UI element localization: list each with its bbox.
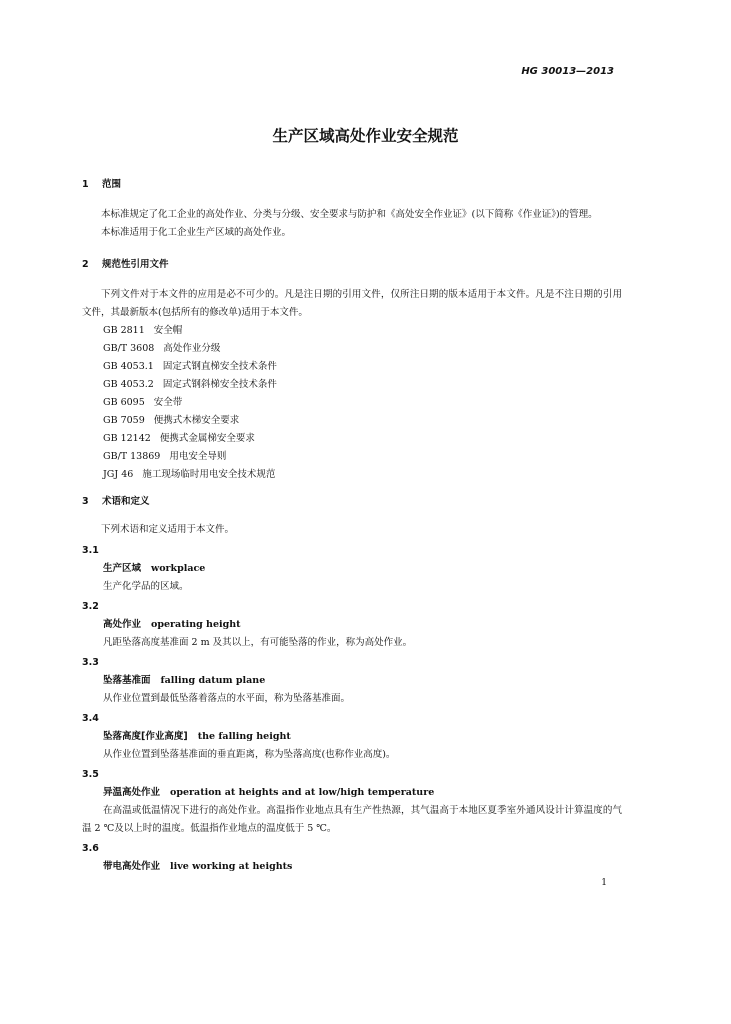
term-en: operating height (151, 619, 241, 630)
term-zh: 异温高处作业 (103, 787, 161, 798)
term-entry (82, 766, 622, 838)
term-definition: 从作业位置到坠落基准面的垂直距离，称为坠落高度(也称作业高度)。 (103, 749, 396, 760)
section-title: 范围 (102, 179, 122, 190)
term-definition: 在高温或低温情况下进行的高处作业。高温指作业地点具有生产性热源，其气温高于本地区夏季室外通风设计计算温度的气温 2 ℃及以上时的温度。低温指作业地点的温度低于 5 ℃。 (82, 805, 622, 834)
term-number: 3.5 (82, 769, 99, 780)
section-heading-references (82, 258, 622, 272)
reference-title: 便携式金属梯安全要求 (159, 433, 255, 444)
term-en: workplace (151, 563, 206, 574)
term-number: 3.6 (82, 843, 99, 854)
term-heading (82, 615, 622, 634)
reference-code: GB 2811 (103, 325, 145, 336)
reference-item (82, 376, 622, 394)
term-en: operation at heights and at low/high temperature (170, 787, 435, 798)
term-entry (82, 598, 622, 652)
reference-title: 安全帽 (153, 325, 183, 336)
reference-code: GB 4053.2 (103, 379, 154, 390)
reference-item (82, 412, 622, 430)
reference-list (82, 322, 622, 484)
document-title: 生产区域高处作业安全规范 (272, 127, 459, 145)
document-body (82, 178, 622, 876)
reference-code: GB 7059 (103, 415, 145, 426)
reference-item (82, 448, 622, 466)
scope-paragraph: 本标准规定了化工企业的高处作业、分类与分级、安全要求与防护和《高处安全作业证》(以下简称《作业证》)的管理。 (101, 209, 598, 220)
reference-item (82, 394, 622, 412)
reference-title: 用电安全导则 (169, 451, 227, 462)
term-number: 3.1 (82, 545, 99, 556)
page-number: 1 (601, 878, 607, 888)
term-number: 3.3 (82, 657, 99, 668)
scope-paragraph: 本标准适用于化工企业生产区域的高处作业。 (101, 227, 292, 238)
reference-title: 固定式钢斜梯安全技术条件 (162, 379, 277, 390)
section-number: 3 (82, 496, 89, 507)
term-definition: 从作业位置到最低坠落着落点的水平面，称为坠落基准面。 (103, 693, 351, 704)
term-zh: 坠落高度[作业高度] (103, 731, 188, 742)
reference-item (82, 322, 622, 340)
reference-code: GB 4053.1 (103, 361, 154, 372)
term-entry (82, 542, 622, 596)
term-heading (82, 559, 622, 578)
section-title: 规范性引用文件 (102, 259, 169, 270)
terms-intro: 下列术语和定义适用于本文件。 (101, 524, 235, 535)
section-number: 1 (82, 179, 89, 190)
term-heading (82, 783, 622, 802)
term-heading (82, 671, 622, 690)
reference-item (82, 466, 622, 484)
reference-title: 高处作业分级 (163, 343, 221, 354)
reference-item (82, 340, 622, 358)
reference-code: GB/T 13869 (103, 451, 161, 462)
reference-code: GB 12142 (103, 433, 151, 444)
term-definition: 凡距坠落高度基准面 2 m 及其以上，有可能坠落的作业，称为高处作业。 (103, 637, 413, 648)
section-heading-scope (82, 178, 622, 192)
term-heading (82, 727, 622, 746)
reference-code: GB/T 3608 (103, 343, 155, 354)
section-number: 2 (82, 259, 89, 270)
section-heading-terms (82, 495, 622, 509)
term-entry (82, 840, 622, 876)
reference-item (82, 358, 622, 376)
term-en: live working at heights (170, 861, 293, 872)
term-entry (82, 710, 622, 764)
standard-code: HG 30013—2013 (521, 66, 614, 77)
reference-title: 安全带 (153, 397, 183, 408)
term-zh: 高处作业 (103, 619, 142, 630)
term-definition: 生产化学品的区域。 (103, 581, 189, 592)
term-zh: 生产区域 (103, 563, 142, 574)
term-heading (82, 857, 622, 876)
section-title: 术语和定义 (102, 496, 150, 507)
term-zh: 带电高处作业 (103, 861, 161, 872)
term-number: 3.2 (82, 601, 99, 612)
references-intro: 下列文件对于本文件的应用是必不可少的。凡是注日期的引用文件，仅所注日期的版本适用于本文件。凡是不注日期的引用文件，其最新版本(包括所有的修改单)适用于本文件。 (82, 289, 622, 318)
reference-title: 便携式木梯安全要求 (153, 415, 240, 426)
term-zh: 坠落基准面 (103, 675, 151, 686)
reference-code: GB 6095 (103, 397, 145, 408)
term-en: falling datum plane (160, 675, 266, 686)
reference-title: 固定式钢直梯安全技术条件 (162, 361, 277, 372)
term-entry (82, 654, 622, 708)
reference-title: 施工现场临时用电安全技术规范 (142, 469, 276, 480)
reference-item (82, 430, 622, 448)
term-number: 3.4 (82, 713, 99, 724)
reference-code: JGJ 46 (103, 469, 134, 480)
term-en: the falling height (197, 731, 291, 742)
